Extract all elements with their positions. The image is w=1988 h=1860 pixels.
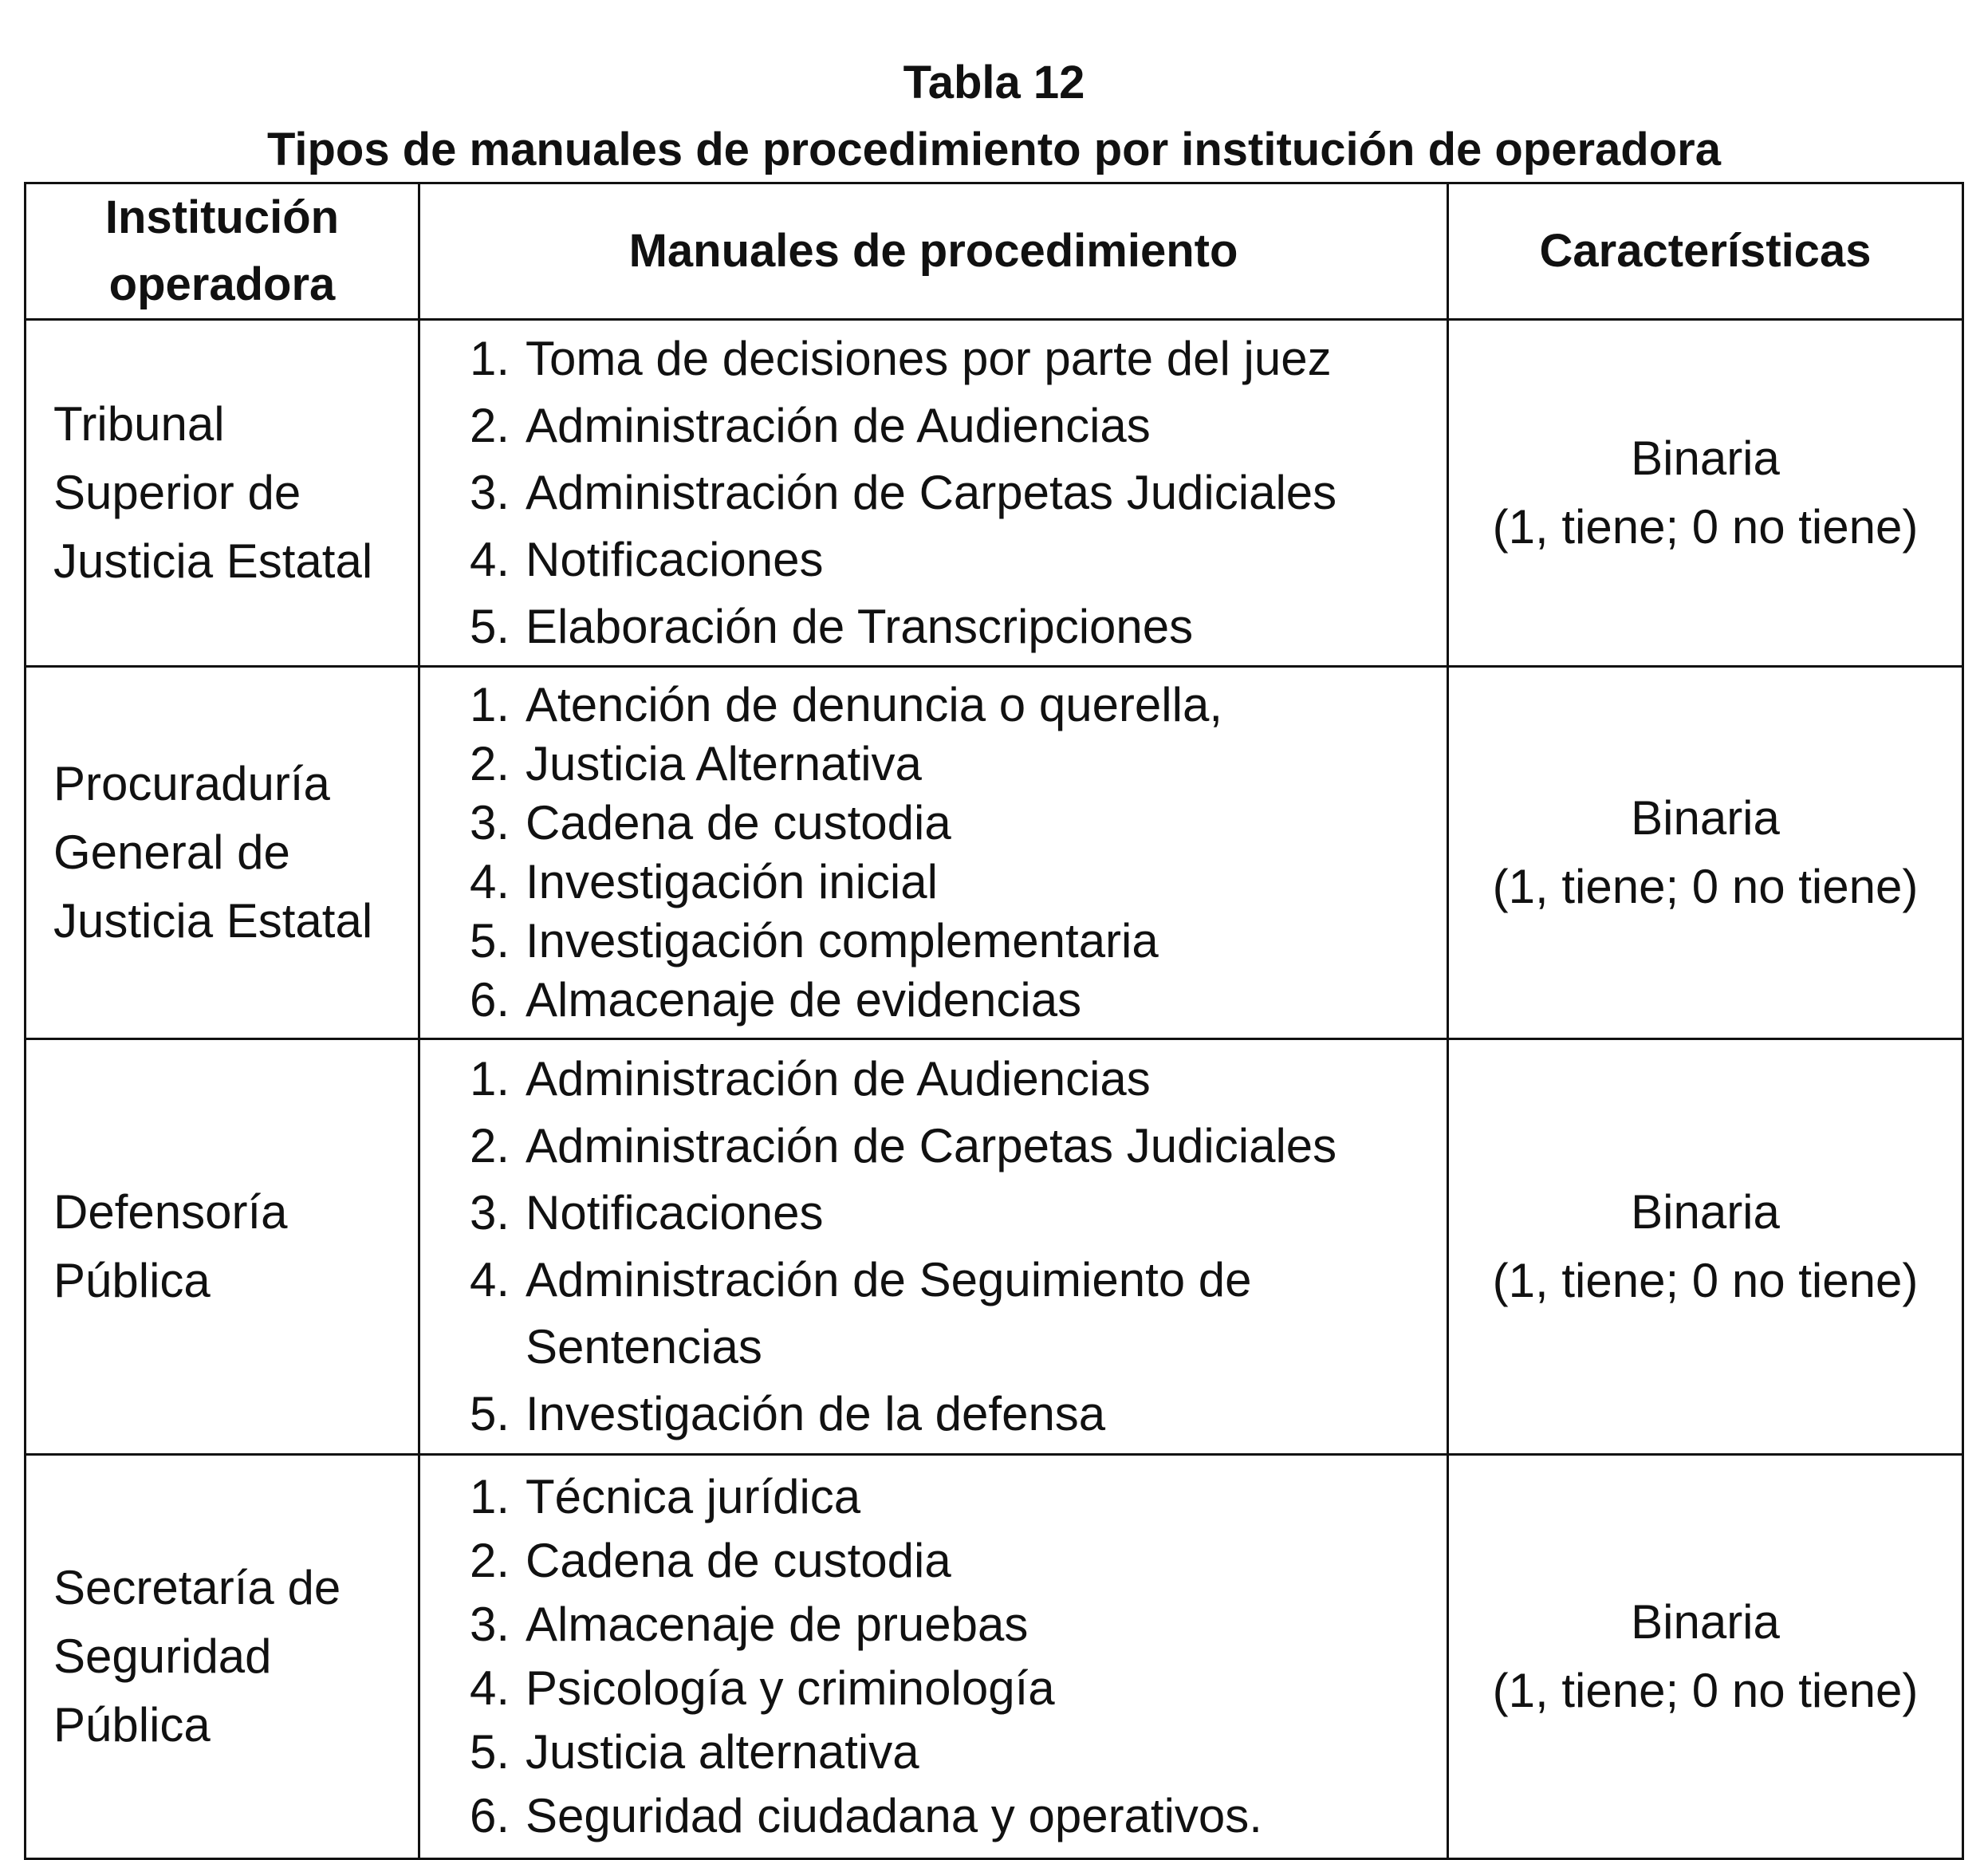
institution-cell: Secretaría de Seguridad Pública (26, 1455, 419, 1859)
characteristic-type: Binaria (1631, 791, 1780, 845)
list-item: 5. Elaboración de Transcripciones (470, 600, 1194, 653)
list-item: 3. Almacenaje de pruebas (470, 1598, 1029, 1651)
table-row (26, 320, 1963, 667)
list-item: 2. Cadena de custodia (470, 1534, 951, 1587)
header-row (26, 183, 1963, 320)
manuals-cell (419, 320, 1448, 667)
list-item: 5. Investigación de la defensa (470, 1387, 1106, 1440)
manuals-cell (419, 1039, 1448, 1455)
header-manuals: Manuales de procedimiento (419, 183, 1448, 320)
list-item: 6. Almacenaje de evidencias (470, 973, 1082, 1027)
institution-cell: Defensoría Pública (26, 1039, 419, 1455)
list-item: 1. Toma de decisiones por parte del juez (470, 332, 1332, 385)
procedure-manuals-table (24, 182, 1964, 1860)
characteristic-type: Binaria (1631, 1595, 1780, 1649)
manuals-list (470, 1046, 1434, 1448)
characteristics-cell (1448, 1039, 1963, 1455)
table-row (26, 667, 1963, 1039)
list-item: 1. Administración de Audiencias (470, 1052, 1151, 1105)
header-institution: Institución operadora (26, 183, 419, 320)
list-item: 5. Justicia alternativa (470, 1725, 919, 1779)
header-characteristics: Características (1448, 183, 1963, 320)
table-number: Tabla 12 (903, 57, 1085, 108)
list-item: 3. Notificaciones (470, 1186, 824, 1239)
list-item: 5. Investigación complementaria (470, 914, 1159, 967)
institution-cell: Procuraduría General de Justicia Estatal (26, 667, 419, 1039)
list-item: 2. Administración de Audiencias (470, 399, 1151, 452)
list-item: 4. Notificaciones (470, 533, 824, 586)
list-item: 6. Seguridad ciudadana y operativos. (470, 1789, 1262, 1842)
characteristic-type: Binaria (1631, 1185, 1780, 1239)
characteristic-detail: (1, tiene; 0 no tiene) (1492, 860, 1919, 913)
characteristics-cell (1448, 1455, 1963, 1859)
manuals-cell (419, 1455, 1448, 1859)
list-item: 2. Justicia Alternativa (470, 737, 922, 790)
list-item: 1. Técnica jurídica (470, 1470, 861, 1523)
characteristic-detail: (1, tiene; 0 no tiene) (1492, 1664, 1919, 1717)
manuals-cell (419, 667, 1448, 1039)
list-item: 4. Investigación inicial (470, 855, 938, 908)
characteristics-cell (1448, 667, 1963, 1039)
table-row (26, 1455, 1963, 1859)
list-item: 4. Psicología y criminología (470, 1661, 1055, 1715)
list-item: 1. Atención de denuncia o querella, (470, 678, 1222, 731)
institution-cell: Tribunal Superior de Justicia Estatal (26, 320, 419, 667)
manuals-list (470, 325, 1434, 660)
list-item: 3. Administración de Carpetas Judiciales (470, 466, 1337, 519)
list-item: 3. Cadena de custodia (470, 796, 951, 849)
manuals-list (470, 676, 1434, 1030)
table-row (26, 1039, 1963, 1455)
list-item: 4. Administración de Seguimiento de Sentencias (470, 1253, 1252, 1373)
list-item: 2. Administración de Carpetas Judiciales (470, 1119, 1337, 1172)
characteristic-type: Binaria (1631, 432, 1780, 485)
characteristic-detail: (1, tiene; 0 no tiene) (1492, 500, 1919, 554)
characteristics-cell (1448, 320, 1963, 667)
characteristic-detail: (1, tiene; 0 no tiene) (1492, 1254, 1919, 1307)
table-title: Tipos de manuales de procedimiento por institución de operadora (266, 124, 1721, 175)
manuals-list (470, 1465, 1434, 1848)
